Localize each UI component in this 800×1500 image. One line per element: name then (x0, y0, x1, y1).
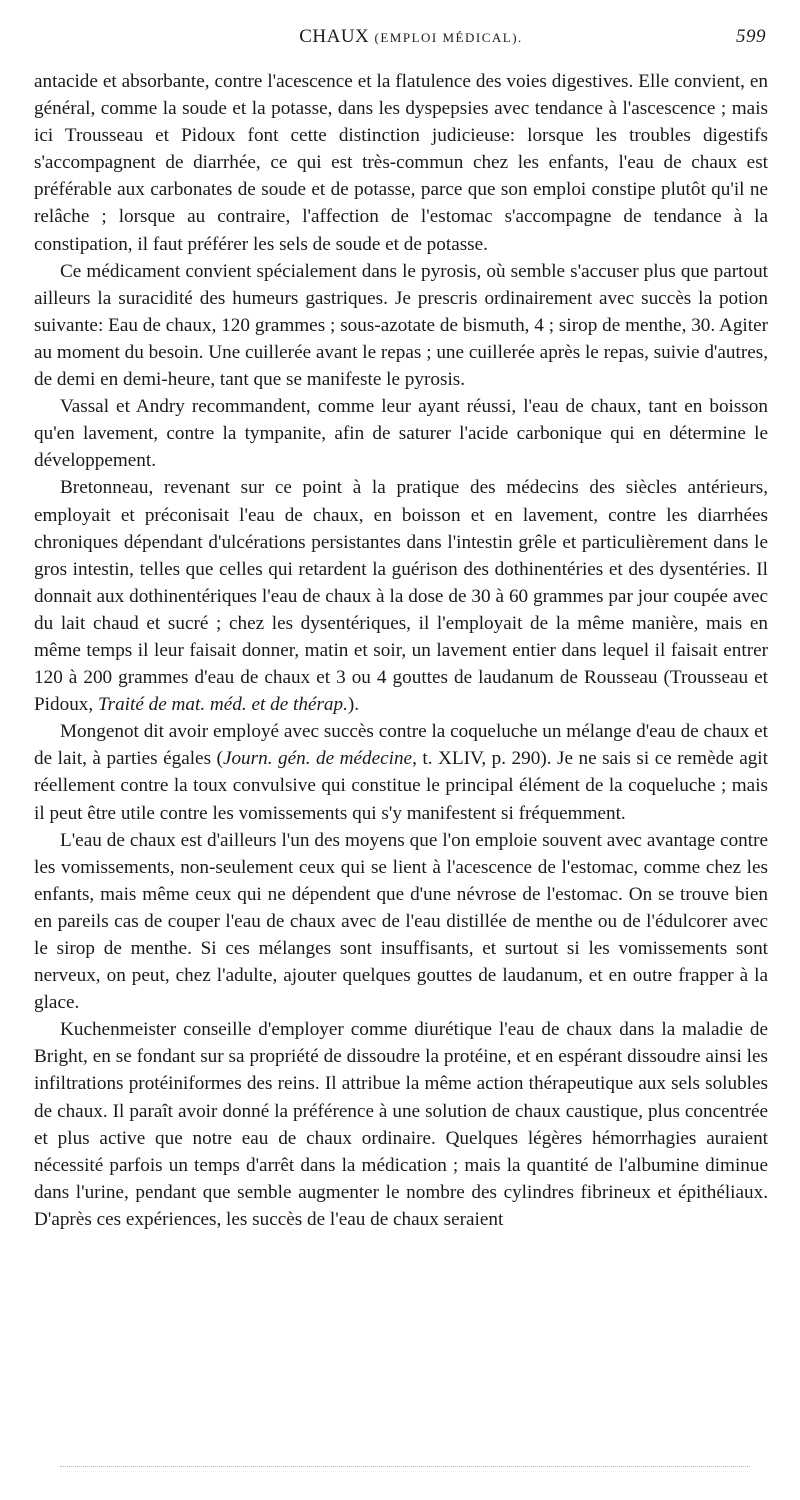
paragraph (34, 1016, 768, 1233)
paragraph (34, 258, 768, 393)
paragraph (34, 718, 768, 826)
text-run: Vassal et Andry recommandent, comme leur ayant réussi, l'eau de chaux, tant en boisson qu'en lavement, contre la tympanite, afin de saturer l'acide carbonique qui en détermine le développement. (34, 396, 768, 472)
bottom-dotted-rule (60, 1466, 750, 1468)
paragraph (34, 827, 768, 1017)
running-title-main: CHAUX (299, 26, 370, 47)
page-number: 599 (736, 26, 766, 47)
text-run: Ce médicament convient spécialement dans le pyrosis, où semble s'accuser plus que partout ailleurs la suracidité des humeurs gastriques. Je prescris ordinairement avec succès la potion suivante: Eau de chaux, 120 grammes ; sous-azotate de bismuth, 4 ; sirop de menthe, 30. Agiter au moment du besoin. Une cuillerée avant le repas ; une cuillerée après le repas, suivie d'autres, de demi en demi-heure, tant que se manifeste le pyrosis. (34, 260, 768, 391)
text-run: ). (347, 694, 360, 716)
running-head (34, 26, 768, 56)
paragraph (34, 474, 768, 718)
text-run: L'eau de chaux est d'ailleurs l'un des moyens que l'on emploie souvent avec avantage contre les vomissements, non-seulement ceux qui se lient à l'acescence de l'estomac, comme chez les enfants, mais même ceux qui ne dépendent que d'une névrose de l'estomac. On se trouve bien en pareils cas de couper l'eau de chaux avec de l'eau distillée de menthe ou de l'édulcorer avec le sirop de menthe. Si ces mélanges sont insuffisants, et surtout si les vomissements sont nerveux, on peut, chez l'adulte, ajouter quelques gouttes de laudanum, et en outre frapper à la glace. (34, 829, 768, 1014)
italic-citation: Traité de mat. méd. et de thérap. (97, 694, 348, 716)
running-title-sub: (EMPLOI MÉDICAL). (374, 30, 523, 45)
body-text (34, 68, 768, 1233)
paragraph (34, 68, 768, 258)
document-page (34, 26, 768, 1233)
text-run: , t. XLIV, p. 290). Je ne sais si ce remède agit réellement contre la toux convulsive qui constitue le principal élément de la coqueluche ; mais il peut être utile contre les vomissements qui s'y manifestent si fréquemment. (34, 748, 768, 824)
italic-citation: Journ. gén. de médecine (222, 748, 413, 770)
text-run: antacide et absorbante, contre l'acescence et la flatulence des voies digestives. Elle convient, en général, comme la soude et la potasse, dans les dyspepsies avec tendance à l'ascescence ; mais ici Trousseau et Pidoux font cette distinction judicieuse: lorsque les troubles digestifs s'accompagnent de diarrhée, ce qui est très-commun chez les enfants, l'eau de chaux est préférable aux carbonates de soude et de potasse, parce que son emploi constipe plutôt qu'il ne relâche ; lorsque au contraire, l'affection de l'estomac s'accompagne de tendance à la constipation, il faut préférer les sels de soude et de potasse. (34, 71, 768, 255)
paragraph (34, 393, 768, 474)
text-run: Mongenot dit avoir employé avec succès contre la coqueluche un mélange d'eau de chaux et de lait, à parties égales ( (34, 721, 768, 770)
text-run: Bretonneau, revenant sur ce point à la pratique des médecins des siècles antérieurs, employait et préconisait l'eau de chaux, en boisson et en lavement, contre les diarrhées chroniques dépendant d'ulcérations persistantes dans l'intestin grêle et particulièrement dans le gros intestin, telles que celles qui retardent la guérison des dothinentéries et des dysentéries. Il donnait aux dothinentériques l'eau de chaux à la dose de 30 à 60 grammes par jour coupée avec du lait chaud et sucré ; chez les dysentériques, il l'employait de la même manière, mais en même temps il leur faisait donner, matin et soir, un lavement entier dans lequel il faisait entrer 120 à 200 grammes d'eau de chaux et 3 ou 4 gouttes de laudanum de Rousseau (Trousseau et Pidoux, (34, 477, 768, 716)
running-title (299, 26, 523, 48)
text-run: Kuchenmeister conseille d'employer comme diurétique l'eau de chaux dans la maladie de Bright, en se fondant sur sa propriété de dissoudre la protéine, et en espérant dissoudre ainsi les infiltrations protéiniformes des reins. Il attribue la même action thérapeutique aux sels solubles de chaux. Il paraît avoir donné la préférence à une solution de chaux caustique, plus concentrée et plus active que notre eau de chaux ordinaire. Quelques légères hémorrhagies auraient nécessité parfois un temps d'arrêt dans la médication ; mais la quantité de l'albumine diminue dans l'urine, pendant que semble augmenter le nombre des cylindres fibrineux et épithéliaux. D'après ces expériences, les succès de l'eau de chaux seraient (34, 1019, 768, 1230)
